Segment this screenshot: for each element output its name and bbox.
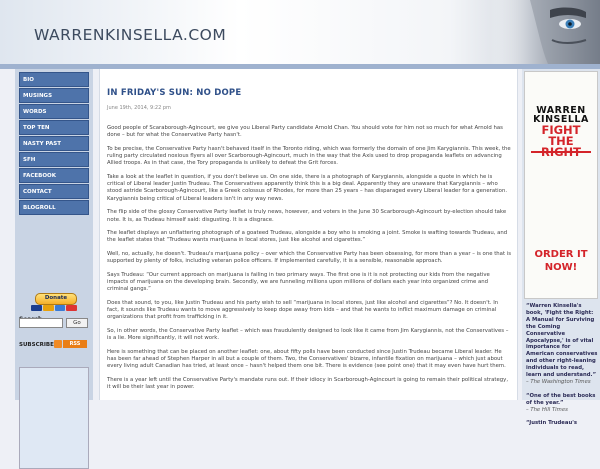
book-author: WARREN KINSELLA (533, 105, 589, 125)
post-body (107, 125, 511, 397)
donate-button[interactable]: Donate (35, 293, 77, 305)
quote-source: – The Hill Times (526, 406, 568, 413)
quote-text: “Warren Kinsella's book, 'Fight the Right: A Manual for Surviving the Coming Conservative Apocalypse,' is of vital importance for American conservatives and other right-leaning individuals to read, learn and understand.” (526, 303, 598, 379)
quote-text: “One of the best books of the year.” (526, 392, 596, 406)
nav-item-musings[interactable]: MUSINGS (19, 88, 89, 103)
post-date: June 19th, 2014, 9:22 pm (107, 105, 171, 111)
nav-item-sfh[interactable]: SFH (19, 152, 89, 167)
post-paragraph: To be precise, the Conservative Party hasn't behaved itself in the Toronto riding, which was formerly the domain of one Jim Karygiannis. This week, the ruling party circulated noxious flyers all over Scarborough-Agincourt, much in the way that the Axis used to drop propaganda leaflets on advancing Allied troops. As in that case, the Tory propaganda is unlikely to defeat the Grit forces. (107, 145, 511, 167)
right-sidebar (522, 69, 600, 427)
nav-item-top-ten[interactable]: TOP TEN (19, 120, 89, 135)
post-paragraph: Good people of Scaraborough-Agincourt, we give you Liberal Party candidate Arnold Chan. You should vote for him not so much for what Arnold has done – but for what the Conservative Party hasn't. (107, 125, 503, 139)
post-paragraph: The leaflet displays an unflattering photograph of a goateed Trudeau, alongside a boy who is smoking a joint. Smoke is wafting towards Trudeau, and the leaflet states that “Trudeau wants marijuana in local stores, just like alcohol and cigarettes.” (107, 230, 508, 244)
card-icon (66, 305, 77, 311)
book-quotes (526, 303, 598, 427)
nav-item-nasty-past[interactable]: NASTY PAST (19, 136, 89, 151)
nav-item-bio[interactable]: BIO (19, 72, 89, 87)
site-title[interactable]: WARRENKINSELLA.COM (34, 26, 227, 44)
order-link[interactable]: ORDER IT NOW! (534, 249, 588, 273)
card-icon (55, 305, 66, 311)
nav-item-blogroll[interactable]: BLOGROLL (19, 200, 89, 215)
post-paragraph: Says Trudeau: “Our current approach on marijuana is failing in two primary ways. The first one is it is not protecting our kids from the negative impacts of marijuana on the developing brain. Secondly, we are funneling millions upon millions of dollars each year into organized crime and criminal gangs.” (107, 271, 490, 293)
site-header (0, 0, 600, 64)
post-paragraph: Well, no, actually, he doesn't. Trudeau's marijuana policy – over which the Conservative Party has been obsessing, for more than a year – is one that is supported by plenty of folks, including veteran police officers. If implemented carefully, it is a sensible, reasonable approach. (107, 250, 512, 265)
quote-source: – The Washington Times (526, 378, 591, 385)
sidebar-widget (19, 367, 89, 469)
post-paragraph: Take a look at the leaflet in question, if you don't believe us. On one side, there is a photograph of Karygiannis, alongside a quote in which he is critical of Liberal leader Justin Trudeau. The Conservatives apparently think this is a big deal. Apparently they are unaware that Karygiannis – who stood astride Scarborough-Agincourt, like a Greek colossus of Rhodes, for more than 25 years – has disparaged every Liberal leader for a generation. Karygiannis being critical of Liberal leaders isn't in any way news. (107, 173, 508, 202)
book-ad[interactable] (524, 71, 598, 299)
subscribe-label: SUBSCRIBE (19, 342, 54, 348)
post-paragraph: So, in other words, the Conservative Party leaflet – which was fraudulently designed to look like it came from Jim Karygiannis, not the Conservatives – is a lie. More significantly, it will not work. (107, 327, 509, 342)
rss-button[interactable]: RSS (63, 340, 87, 348)
search-button[interactable]: Go (66, 318, 88, 328)
card-icon (43, 305, 54, 311)
post-paragraph: The flip side of the glossy Conservative Party leaflet is truly news, however, and voters in the June 30 Scarborough-Agincourt by-election should take note. It is, as Trudeau himself said: disgusting. It is a disgrace. (107, 209, 507, 223)
header-face-image (490, 0, 600, 64)
quote-text: “Justin Trudeau's (526, 420, 578, 427)
post-paragraph: There is a year left until the Conservative Party's mandate runs out. If their idiocy in Scarborough-Agincourt is going to remain their political strategy, it will be their last year in power. (107, 376, 509, 390)
book-divider (531, 151, 591, 153)
payment-cards (31, 305, 77, 311)
sidebar (15, 69, 93, 400)
nav-item-contact[interactable]: CONTACT (19, 184, 89, 199)
card-icon (31, 305, 42, 311)
post-paragraph: Does that sound, to you, like Justin Trudeau and his party wish to sell “marijuana in local stores, just like alcohol and cigarettes”? No. It doesn't. In fact, it sounds like Trudeau wants to move aggressively to keep dope away from kids – and that he wants to inflict maximum damage on criminal organizations that profit from trafficking in it. (107, 299, 499, 321)
search-input[interactable] (19, 318, 63, 328)
post-paragraph: Here is something that can be placed on another leaflet: one, about fifty polls have been conducted since Justin Trudeau became Liberal leader. He has been far ahead of Stephen Harper in all but a couple of them. Two, the Conservatives' bizarre, infantile fixation on marijuana – which just about every living adult Canadian has tried, at least once – hasn't helped them one bit. There is evidence (see point one) that it may even have hurt them. (107, 348, 506, 370)
rss-icon[interactable] (54, 340, 62, 348)
post-title[interactable]: IN FRIDAY'S SUN: NO DOPE (107, 88, 242, 98)
nav-item-words[interactable]: WORDS (19, 104, 89, 119)
main-content (99, 69, 518, 400)
book-title: FIGHT THE (541, 123, 581, 148)
nav-item-facebook[interactable]: FACEBOOK (19, 168, 89, 183)
